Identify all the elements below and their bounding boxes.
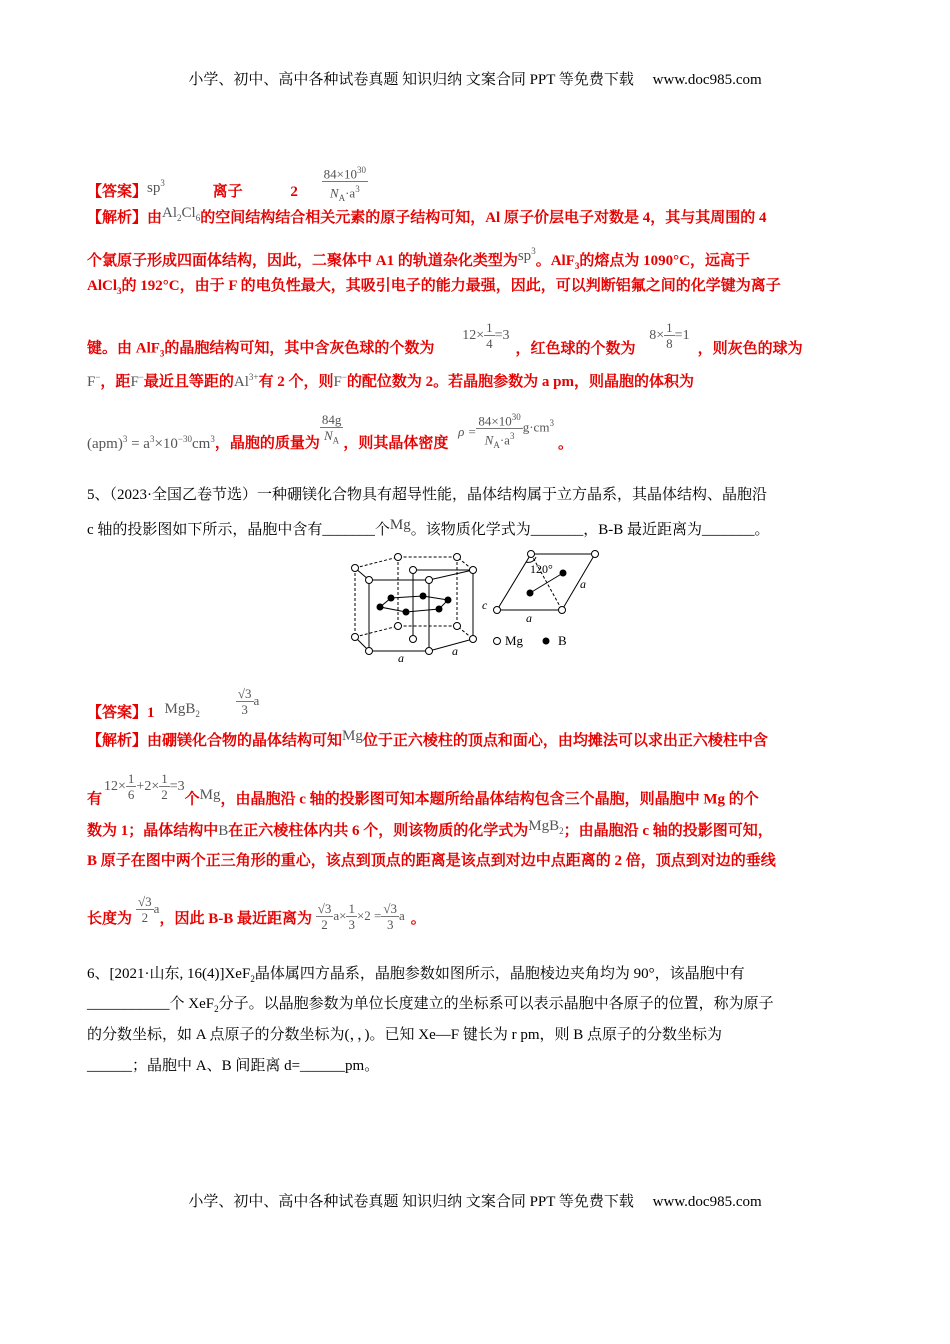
mg-legend-icon <box>494 638 501 645</box>
math: +2× <box>136 778 160 794</box>
analysis-label: 【解析】 <box>87 733 148 749</box>
fraction <box>462 320 509 351</box>
t: 有 2 个，则 <box>258 374 334 390</box>
t: 在正六棱柱体内共 6 个，则该物质的化学式为 <box>228 823 529 839</box>
q6-question-line: 6、[2021·山东, 16(4)]XeF$_2$晶体属四方晶系，晶胞参数如图所示，晶胞棱边夹角均为 90°，该晶胞中有 <box>87 966 745 984</box>
fraction <box>236 686 254 717</box>
math: Al <box>233 374 249 390</box>
t: 键。由 AlF <box>87 340 160 357</box>
q4-analysis-line: 个氯原子形成四面体结构，因此，二聚体中 A1 的轨道杂化类型为$sp^3$。AlF$_3$的熔点为 1090°C，远高于 <box>87 246 750 271</box>
math: ×10 <box>154 435 178 452</box>
math: =3 <box>494 327 510 343</box>
mg-atom <box>366 577 373 584</box>
num: √3 <box>138 894 152 909</box>
t: c 轴的投影图如下所示，晶胞中含有_______个 <box>87 522 390 538</box>
math: cm <box>192 435 211 452</box>
math: MgB <box>164 700 196 717</box>
num: 1 <box>161 771 168 786</box>
b-atom <box>377 604 384 611</box>
t: ___________个 XeF <box>87 996 215 1012</box>
mg-atom <box>470 636 477 643</box>
mg-atom <box>592 551 599 558</box>
label-c: c <box>482 598 488 612</box>
label-a: a <box>452 644 458 658</box>
t: 晶体属四方晶系，晶胞参数如图所示，晶胞棱边夹角均为 90°，该晶胞中有 <box>254 966 745 982</box>
q5-analysis-line: 数为 1；晶体结构中B在正六棱柱体内共 6 个，则该物质的化学式为MgB$_2$；由晶胞沿 c 轴的投影图可知， <box>87 818 773 839</box>
num: 84g <box>321 411 342 427</box>
num: 84×10 <box>478 413 512 429</box>
math: ×2 = <box>356 908 382 924</box>
q5-analysis-line <box>87 771 759 816</box>
label-a: a <box>580 577 586 591</box>
mg-atom <box>352 634 359 641</box>
math: g·cm <box>522 419 550 435</box>
mg-atom <box>352 565 359 572</box>
t: 的 192°C，由于 F 的电负性最大，其吸引电子的能力最强，因此，可以判断铝氟之间的化学键为离子 <box>121 278 781 294</box>
math: 12× <box>104 778 126 794</box>
math: (apm) <box>87 435 123 452</box>
den: N <box>324 427 333 443</box>
math: B <box>218 823 229 839</box>
math: 12× <box>462 327 485 343</box>
q6-question-line: ___________个 XeF$_2$分子。以晶胞参数为单位长度建立的坐标系可以表示晶胞中各原子的位置，称为原子 <box>87 996 774 1014</box>
t: 数为 1；晶体结构中 <box>87 823 219 839</box>
label-a: a <box>398 651 404 665</box>
t: AlCl <box>87 278 117 294</box>
num: 1 <box>127 771 135 786</box>
math: =3 <box>169 778 185 794</box>
answer-text: 2 <box>290 184 298 201</box>
math: ρ = <box>458 423 477 439</box>
b-atom <box>560 570 567 577</box>
fraction: $\frac{84g}{N_A}$ <box>321 411 342 446</box>
t: 最近且等距的 <box>143 374 234 390</box>
math: MgB <box>528 818 560 834</box>
mg-atom <box>454 554 461 561</box>
math: Al <box>162 205 178 221</box>
den: ·a <box>345 185 356 201</box>
num: √3 <box>237 686 252 701</box>
mg-atom <box>528 551 535 558</box>
fraction-expr <box>104 771 185 802</box>
crystal-structure-figure <box>340 545 610 670</box>
t: 个氯原子形成四面体结构，因此，二聚体中 A1 的轨道杂化类型为 <box>87 253 518 269</box>
q6-question-line: 的分数坐标，如 A 点原子的分数坐标为(，，)。已知 Xe—F 键长为 r pm，则 B 点原子的分数坐标为 <box>87 1027 722 1043</box>
q4-analysis-line: 键。由 AlF$_3$的晶胞结构可知，其中含灰色球的个数为 12× $\frac{1}{4}$ =3 ，红色球的个数为 8× $\frac{1}{8}$ =1 ，则灰色的球为 <box>87 320 803 359</box>
math: Mg <box>342 728 363 744</box>
mg-atom <box>470 567 477 574</box>
den: ·a <box>499 432 510 448</box>
b-atom <box>527 590 534 597</box>
t: 。 <box>410 910 426 927</box>
math: Mg <box>389 517 411 533</box>
den: 2 <box>161 787 168 802</box>
legend-mg: Mg <box>505 633 524 648</box>
den: 2 <box>141 910 149 925</box>
page-header: 小学、初中、高中各种试卷真题 知识归纳 文案合同 PPT 等免费下载 www.doc985.com <box>188 72 762 88</box>
answer-label: 【答案】 <box>87 704 148 721</box>
t: 个 <box>184 791 200 808</box>
den: 6 <box>127 787 135 802</box>
t: 。该物质化学式为_______，B-B 最近距离为_______。 <box>410 522 770 538</box>
math: F <box>87 374 96 390</box>
t: 位于正六棱柱的顶点和面心，由均摊法可以求出正六棱柱中含 <box>362 733 768 749</box>
math: sp <box>517 248 532 264</box>
t: 分子。以晶胞参数为单位长度建立的坐标系可以表示晶胞中各原子的位置，称为原子 <box>218 996 774 1012</box>
math: =1 <box>674 327 690 343</box>
num: 84×10 <box>323 166 357 182</box>
answer-label: 【答案】 <box>87 184 148 201</box>
mg-atom <box>426 648 433 655</box>
den: 3 <box>348 916 355 932</box>
mg-atom <box>395 623 402 630</box>
math: 8× <box>649 327 665 343</box>
fraction <box>136 894 154 925</box>
q4-analysis-line: 【解析】由$Al_2Cl_6$的空间结构结合相关元素的原子结构可知，Al 原子价层电子对数是 4，其与其周围的 4 <box>87 205 767 226</box>
q6-question-line: ______；晶胞中 A、B 间距离 d=______pm。 <box>87 1058 380 1074</box>
t: ，则其晶体密度 <box>343 435 449 452</box>
mg-atom <box>454 623 461 630</box>
analysis-label: 【解析】 <box>87 210 148 226</box>
t: 由硼镁化合物的晶体结构可知 <box>147 733 343 749</box>
q5-question-line: 5、（2023·全国乙卷节选）一种硼镁化合物具有超导性能，晶体结构属于立方晶系，其晶体结构、晶胞沿 <box>87 487 767 503</box>
mg-atom <box>410 636 417 643</box>
den: 8 <box>666 336 673 351</box>
t: 的熔点为 1090°C，远高于 <box>579 253 750 269</box>
b-atom <box>445 597 452 604</box>
b-atom <box>388 595 395 602</box>
b-atom <box>420 593 427 600</box>
t: ，由晶胞沿 c 轴的投影图可知本题所给晶体结构包含三个晶胞，则晶胞中 Mg 的个 <box>220 791 759 808</box>
q5-answer: 【答案】1 MgB$_2$ $\frac{√3}{3}$ a <box>87 686 260 721</box>
math: = a <box>131 435 150 452</box>
distance-expr: $\frac{√3}{2}$ a× $\frac{1}{3}$ ×2 = $\frac{√3}{3}$ a <box>317 900 405 932</box>
q4-analysis-line: $(apm)^3 = a^3\times 10^{-30}cm^3$，晶胞的质量为 $\frac{84g}{N_A}$ ，则其晶体密度 ρ = $\frac{84\times 10^{30}}{N_A\cdot a^3}$ $g\cdot cm^3$ 。 <box>87 411 573 452</box>
t: 有 <box>87 791 103 808</box>
math-text: sp <box>147 180 161 197</box>
t: 的空间结构结合相关元素的原子结构可知，Al 原子价层电子对数是 4，其与其周围的 4 <box>200 210 767 226</box>
b-atom <box>403 609 410 616</box>
den: N <box>329 185 339 201</box>
q5-question-line <box>87 517 770 540</box>
den: 3 <box>386 916 394 932</box>
t: 。 <box>557 435 573 452</box>
b-legend-icon <box>543 638 550 645</box>
math: F <box>130 374 139 390</box>
t: ，则灰色的球为 <box>697 340 803 357</box>
density-formula: ρ = $\frac{84\times 10^{30}}{N_A\cdot a^3}$ $g\cdot cm^3$ <box>458 412 554 451</box>
num: √3 <box>383 900 398 916</box>
t: ，红色球的个数为 <box>515 340 636 357</box>
t: 的配位数为 2。若晶胞参数为 a pm，则晶胞的体积为 <box>346 374 694 390</box>
t: 由 <box>147 210 163 226</box>
page-footer: 小学、初中、高中各种试卷真题 知识归纳 文案合同 PPT 等免费下载 www.doc985.com <box>188 1194 762 1210</box>
t: ；由晶胞沿 c 轴的投影图可知， <box>563 823 773 839</box>
b-atom <box>436 606 443 613</box>
label-angle: 120° <box>530 562 553 576</box>
t: 6、[2021·山东, 16(4)]XeF <box>87 966 251 982</box>
t: ，距 <box>100 374 131 390</box>
q4-analysis-line: AlCl$_3$的 192°C，由于 F 的电负性最大，其吸引电子的能力最强，因此，可以判断铝氟之间的化学键为离子 <box>87 278 781 296</box>
q5-analysis-line <box>87 728 768 751</box>
mg-atom <box>559 607 566 614</box>
t: 。AlF <box>535 253 575 269</box>
mg-atom <box>426 577 433 584</box>
num: 1 <box>666 320 673 335</box>
answer-text: 1 <box>147 704 155 721</box>
q5-analysis-line: 长度为 $\frac{√3}{2}$ a，因此 B-B 最近距离为 $\frac{√3}{2}$ a× $\frac{1}{3}$ ×2 = $\frac{√3}{3}$ a 。 <box>87 894 426 932</box>
t: ，晶胞的质量为 <box>214 435 320 452</box>
den: N <box>484 432 494 448</box>
num: √3 <box>317 900 332 916</box>
t: 的晶胞结构可知，其中含灰色球的个数为 <box>164 340 435 357</box>
den: 3 <box>241 702 248 717</box>
mg-atom <box>410 567 417 574</box>
label-a: a <box>526 611 532 625</box>
den: 2 <box>321 916 328 932</box>
fraction <box>649 320 689 351</box>
q4-analysis-line: F−，距F−最近且等距的$Al^{3+}$有 2 个，则F−的配位数为 2。若晶胞参数为 a pm，则晶胞的体积为 <box>87 372 694 390</box>
q5-analysis-line: B 原子在图中两个正三角形的重心，该点到顶点的距离是该点到对边中点距离的 2 倍，顶点到对边的垂线 <box>87 853 776 869</box>
legend-b: B <box>558 633 567 648</box>
fraction: $\frac{84\times 10^{30}}{N_A\cdot a^3}$ <box>323 165 366 204</box>
num: 1 <box>486 320 493 335</box>
math: Mg <box>199 786 221 803</box>
mg-atom <box>494 607 501 614</box>
den: 4 <box>486 336 493 351</box>
t: 长度为 <box>87 910 133 927</box>
mg-atom <box>395 554 402 561</box>
num: 1 <box>348 900 355 916</box>
mg-atom <box>366 648 373 655</box>
math: $sp^3$ <box>147 178 165 197</box>
math: F <box>333 374 342 390</box>
answer-text: 离子 <box>212 184 243 201</box>
t: ，因此 B-B 最近距离为 <box>159 910 312 927</box>
